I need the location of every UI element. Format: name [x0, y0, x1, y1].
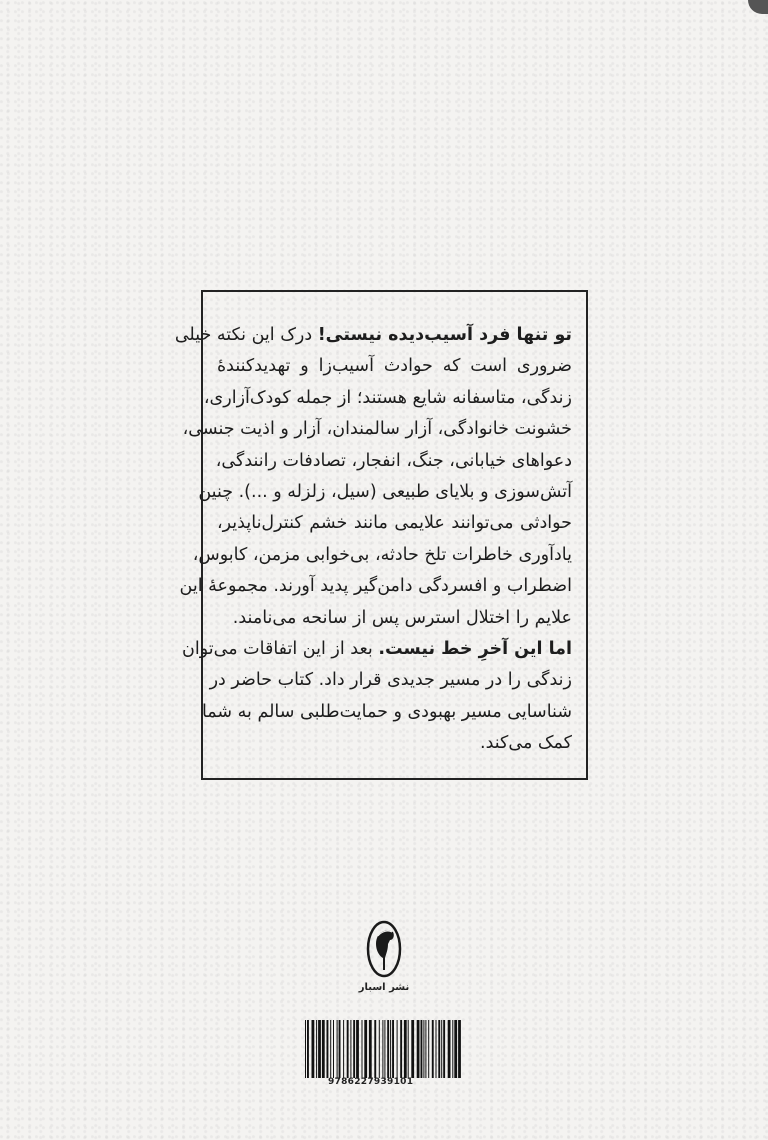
barcode-bar: [397, 1020, 398, 1078]
blurb-line-text: حوادثی می‌توانند علایمی مانند خشم کنترل‌ناپذیر،: [217, 513, 572, 534]
barcode-bar: [425, 1020, 426, 1078]
barcode-bar: [350, 1020, 351, 1078]
barcode-bar: [339, 1020, 341, 1078]
barcode-bar: [421, 1020, 423, 1078]
blurb-line-text: آتش‌سوزی و بلایای طبیعی (سیل، زلزله و ...). چنین: [198, 481, 572, 502]
barcode-bar: [322, 1020, 325, 1078]
barcode-bar: [411, 1020, 414, 1078]
blurb-line: [217, 508, 572, 539]
barcode-bar: [379, 1020, 380, 1078]
barcode-bar: [318, 1020, 321, 1078]
blurb-line: [182, 414, 572, 445]
barcode-bar: [330, 1020, 331, 1078]
barcode-bar: [333, 1020, 334, 1078]
blurb-line-text: دعواهای خیابانی، جنگ، انفجار، تصادفات رانندگی،: [215, 450, 572, 471]
barcode-bar: [443, 1020, 445, 1078]
blurb-line: [198, 477, 572, 508]
blurb-line-text: زندگی، متاسفانه شایع هستند؛ از جمله کودک‌آزاری،: [203, 387, 572, 408]
blurb-line: [217, 446, 572, 477]
blurb-line: [182, 634, 572, 665]
blurb-bold-phrase: اما این آخرِ خط نیست.: [378, 638, 572, 659]
blurb-line-text: درک این نکته خیلی: [174, 325, 318, 345]
barcode-bar: [400, 1020, 402, 1078]
barcode-bar: [387, 1020, 389, 1078]
barcode-bar: [382, 1020, 383, 1078]
blurb-line-text: علایم را اختلال استرس پس از سانحه می‌نامند.: [232, 607, 572, 628]
blurb-line-text: بعد از این اتفاقات می‌توان: [182, 638, 379, 659]
blurb-box: [174, 290, 588, 780]
barcode-bar: [423, 1020, 424, 1078]
barcode-bar: [347, 1020, 349, 1078]
barcode-bar: [362, 1020, 363, 1078]
blurb-line: [174, 320, 572, 351]
blurb-line: [179, 571, 572, 602]
barcode-bar: [392, 1020, 394, 1078]
barcode-bar: [343, 1020, 344, 1078]
barcode-bar: [417, 1020, 420, 1078]
barcode-bar: [432, 1020, 434, 1078]
barcode-bar: [404, 1020, 407, 1078]
blurb-line: [217, 603, 572, 634]
publisher-name: نشر اسبار: [358, 982, 410, 993]
barcode-bar: [307, 1020, 309, 1078]
barcode-bar: [428, 1020, 429, 1078]
barcode-bar: [327, 1020, 329, 1078]
blurb-line: [203, 383, 572, 414]
barcode-bar: [356, 1020, 359, 1078]
barcode-bar: [438, 1020, 440, 1078]
blurb-line-text: خشونت خانوادگی، آزار سالمندان، آزار و اذیت جنسی،: [182, 419, 572, 440]
blurb-line: [217, 728, 572, 759]
barcode-bar: [353, 1020, 355, 1078]
publisher-logo-icon: [366, 920, 402, 978]
barcode-bar: [441, 1020, 442, 1078]
barcode: [305, 1020, 463, 1078]
blurb-line-text: اضطراب و افسردگی دامن‌گیر پدید آورند. مجموعهٔ این: [179, 576, 572, 597]
barcode-bar: [452, 1020, 453, 1078]
barcode-bar: [369, 1020, 372, 1078]
blurb-bold-phrase: تو تنها فرد آسیب‌دیده نیستی!: [317, 325, 572, 345]
barcode-bar: [436, 1020, 437, 1078]
barcode-bar: [374, 1020, 376, 1078]
blurb-line: [201, 697, 572, 728]
barcode-bar: [390, 1020, 391, 1078]
blurb-line-text: یادآوری خاطرات تلخ حادثه، بی‌خوابی مزمن، کابوس،: [192, 544, 572, 565]
blurb-line-text: زندگی را در مسیر جدیدی قرار داد. کتاب حاضر در: [209, 670, 572, 691]
barcode-bar: [312, 1020, 315, 1078]
barcode-bar: [448, 1020, 451, 1078]
barcode-bar: [458, 1020, 461, 1078]
barcode-bar: [408, 1020, 409, 1078]
isbn-number: 9786227939101: [328, 1077, 414, 1087]
blurb-line-text: کمک می‌کند.: [480, 733, 572, 754]
barcode-bar: [305, 1020, 306, 1078]
blurb-line-text: ضروری است که حوادث آسیب‌زا و تهدیدکنندهٔ: [217, 356, 572, 377]
blurb-line: [209, 665, 572, 696]
barcode-bar: [337, 1020, 338, 1078]
barcode-bar: [364, 1020, 367, 1078]
barcode-bar: [316, 1020, 317, 1078]
blurb-line: [217, 351, 572, 382]
barcode-bar: [384, 1020, 385, 1078]
cover-corner: [748, 0, 768, 14]
blurb-text: [174, 320, 572, 759]
blurb-line-text: شناسایی مسیر بهبودی و حمایت‌طلبی سالم به شما: [201, 701, 572, 722]
barcode-bar: [454, 1020, 457, 1078]
blurb-line: [192, 540, 572, 571]
